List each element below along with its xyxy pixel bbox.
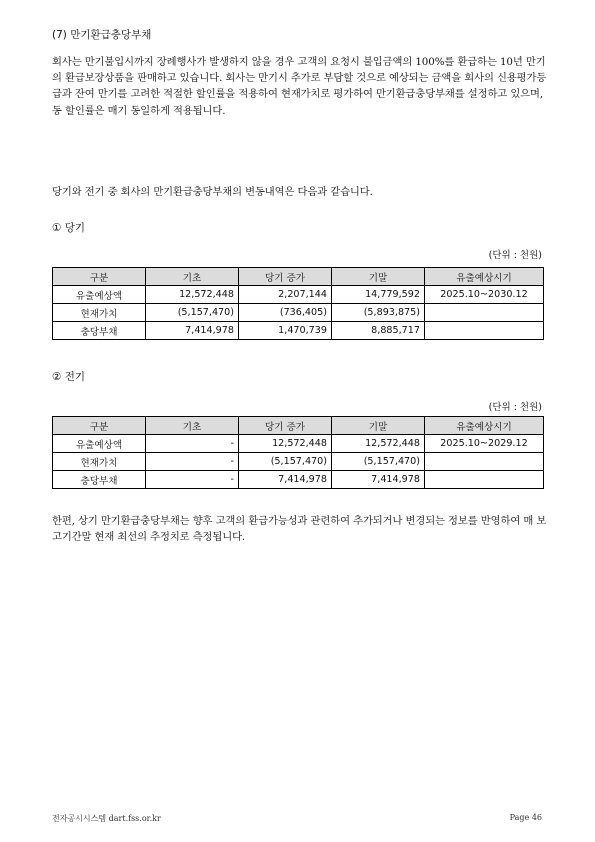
row-label: 현재가치 (53, 304, 146, 322)
prior-period-subtitle: ② 전기 (52, 371, 86, 383)
row-label: 유출예상액 (53, 435, 146, 453)
table-cell: 14,779,592 (332, 286, 425, 304)
table-cell: (5,893,875) (332, 304, 425, 322)
table-cell: 7,414,978 (332, 471, 425, 489)
table-row (53, 286, 544, 304)
table-cell: 12,572,448 (239, 435, 332, 453)
row-label: 충당부채 (53, 471, 146, 489)
column-header: 당기 증가 (239, 417, 332, 435)
table-header-row (53, 417, 544, 435)
table-cell: (736,405) (239, 304, 332, 322)
table-cell: (5,157,470) (332, 453, 425, 471)
column-header: 당기 증가 (239, 268, 332, 286)
table-row (53, 471, 544, 489)
table-cell: 12,572,448 (146, 286, 239, 304)
column-header: 유출예상시기 (425, 417, 544, 435)
table-row (53, 453, 544, 471)
table-cell: 7,414,978 (239, 471, 332, 489)
table-cell: 1,470,739 (239, 322, 332, 340)
column-header: 유출예상시기 (425, 268, 544, 286)
prior-period-table (52, 416, 544, 489)
column-header: 구분 (53, 417, 146, 435)
table-cell: (5,157,470) (146, 304, 239, 322)
table-cell (425, 453, 544, 471)
table-cell: 2,207,144 (239, 286, 332, 304)
estimate-paragraph: 한편, 상기 만기환급충당부채는 향후 고객의 환급가능성과 관련하여 추가되거나 변경되는 정보를 반영하여 매 보고기간말 현재 최선의 추정치로 측정됩니다. (52, 515, 547, 544)
current-period-subtitle: ① 당기 (52, 222, 86, 234)
table-row (53, 322, 544, 340)
section-heading: (7) 만기환급충당부채 (52, 29, 152, 41)
table-cell: 12,572,448 (332, 435, 425, 453)
column-header: 구분 (53, 268, 146, 286)
column-header: 기초 (146, 417, 239, 435)
footer-page-number: Page 46 (509, 813, 542, 822)
table-row (53, 435, 544, 453)
table-cell: (5,157,470) (239, 453, 332, 471)
table-row (53, 304, 544, 322)
table-cell: 2025.10~2030.12 (425, 286, 544, 304)
table-cell (425, 304, 544, 322)
current-period-table (52, 267, 544, 340)
prior-unit-label: (단위 : 천원) (488, 402, 542, 413)
footer-site: 전자공시시스템 dart.fss.or.kr (52, 814, 161, 823)
movement-intro-paragraph: 당기와 전기 중 회사의 만기환급충당부채의 변동내역은 다음과 같습니다. (52, 186, 373, 198)
table-cell: - (146, 471, 239, 489)
policy-paragraph: 회사는 만기불입시까지 장례행사가 발생하지 않을 경우 고객의 요청시 불입금액의 100%를 환급하는 10년 만기의 환급보장상품을 판매하고 있습니다. 회사는 만기시 추가로 부담할 것으로 예상되는 금액을 회사의 신용평가등급과 잔여 만기를 고려한 적절한 할인률을 적용하여 현재가치로 평가하여 만기환급충당부채를 설정하고 있으며, 동 할인률은 매기 동일하게 적용됩니다. (52, 56, 547, 117)
table-cell: - (146, 453, 239, 471)
table-cell: 2025.10~2029.12 (425, 435, 544, 453)
current-unit-label: (단위 : 천원) (488, 250, 542, 261)
column-header: 기말 (332, 417, 425, 435)
row-label: 현재가치 (53, 453, 146, 471)
table-cell (425, 322, 544, 340)
table-cell: 8,885,717 (332, 322, 425, 340)
table-cell: - (146, 435, 239, 453)
table-cell: 7,414,978 (146, 322, 239, 340)
column-header: 기말 (332, 268, 425, 286)
table-header-row (53, 268, 544, 286)
table-cell (425, 471, 544, 489)
column-header: 기초 (146, 268, 239, 286)
row-label: 유출예상액 (53, 286, 146, 304)
row-label: 충당부채 (53, 322, 146, 340)
